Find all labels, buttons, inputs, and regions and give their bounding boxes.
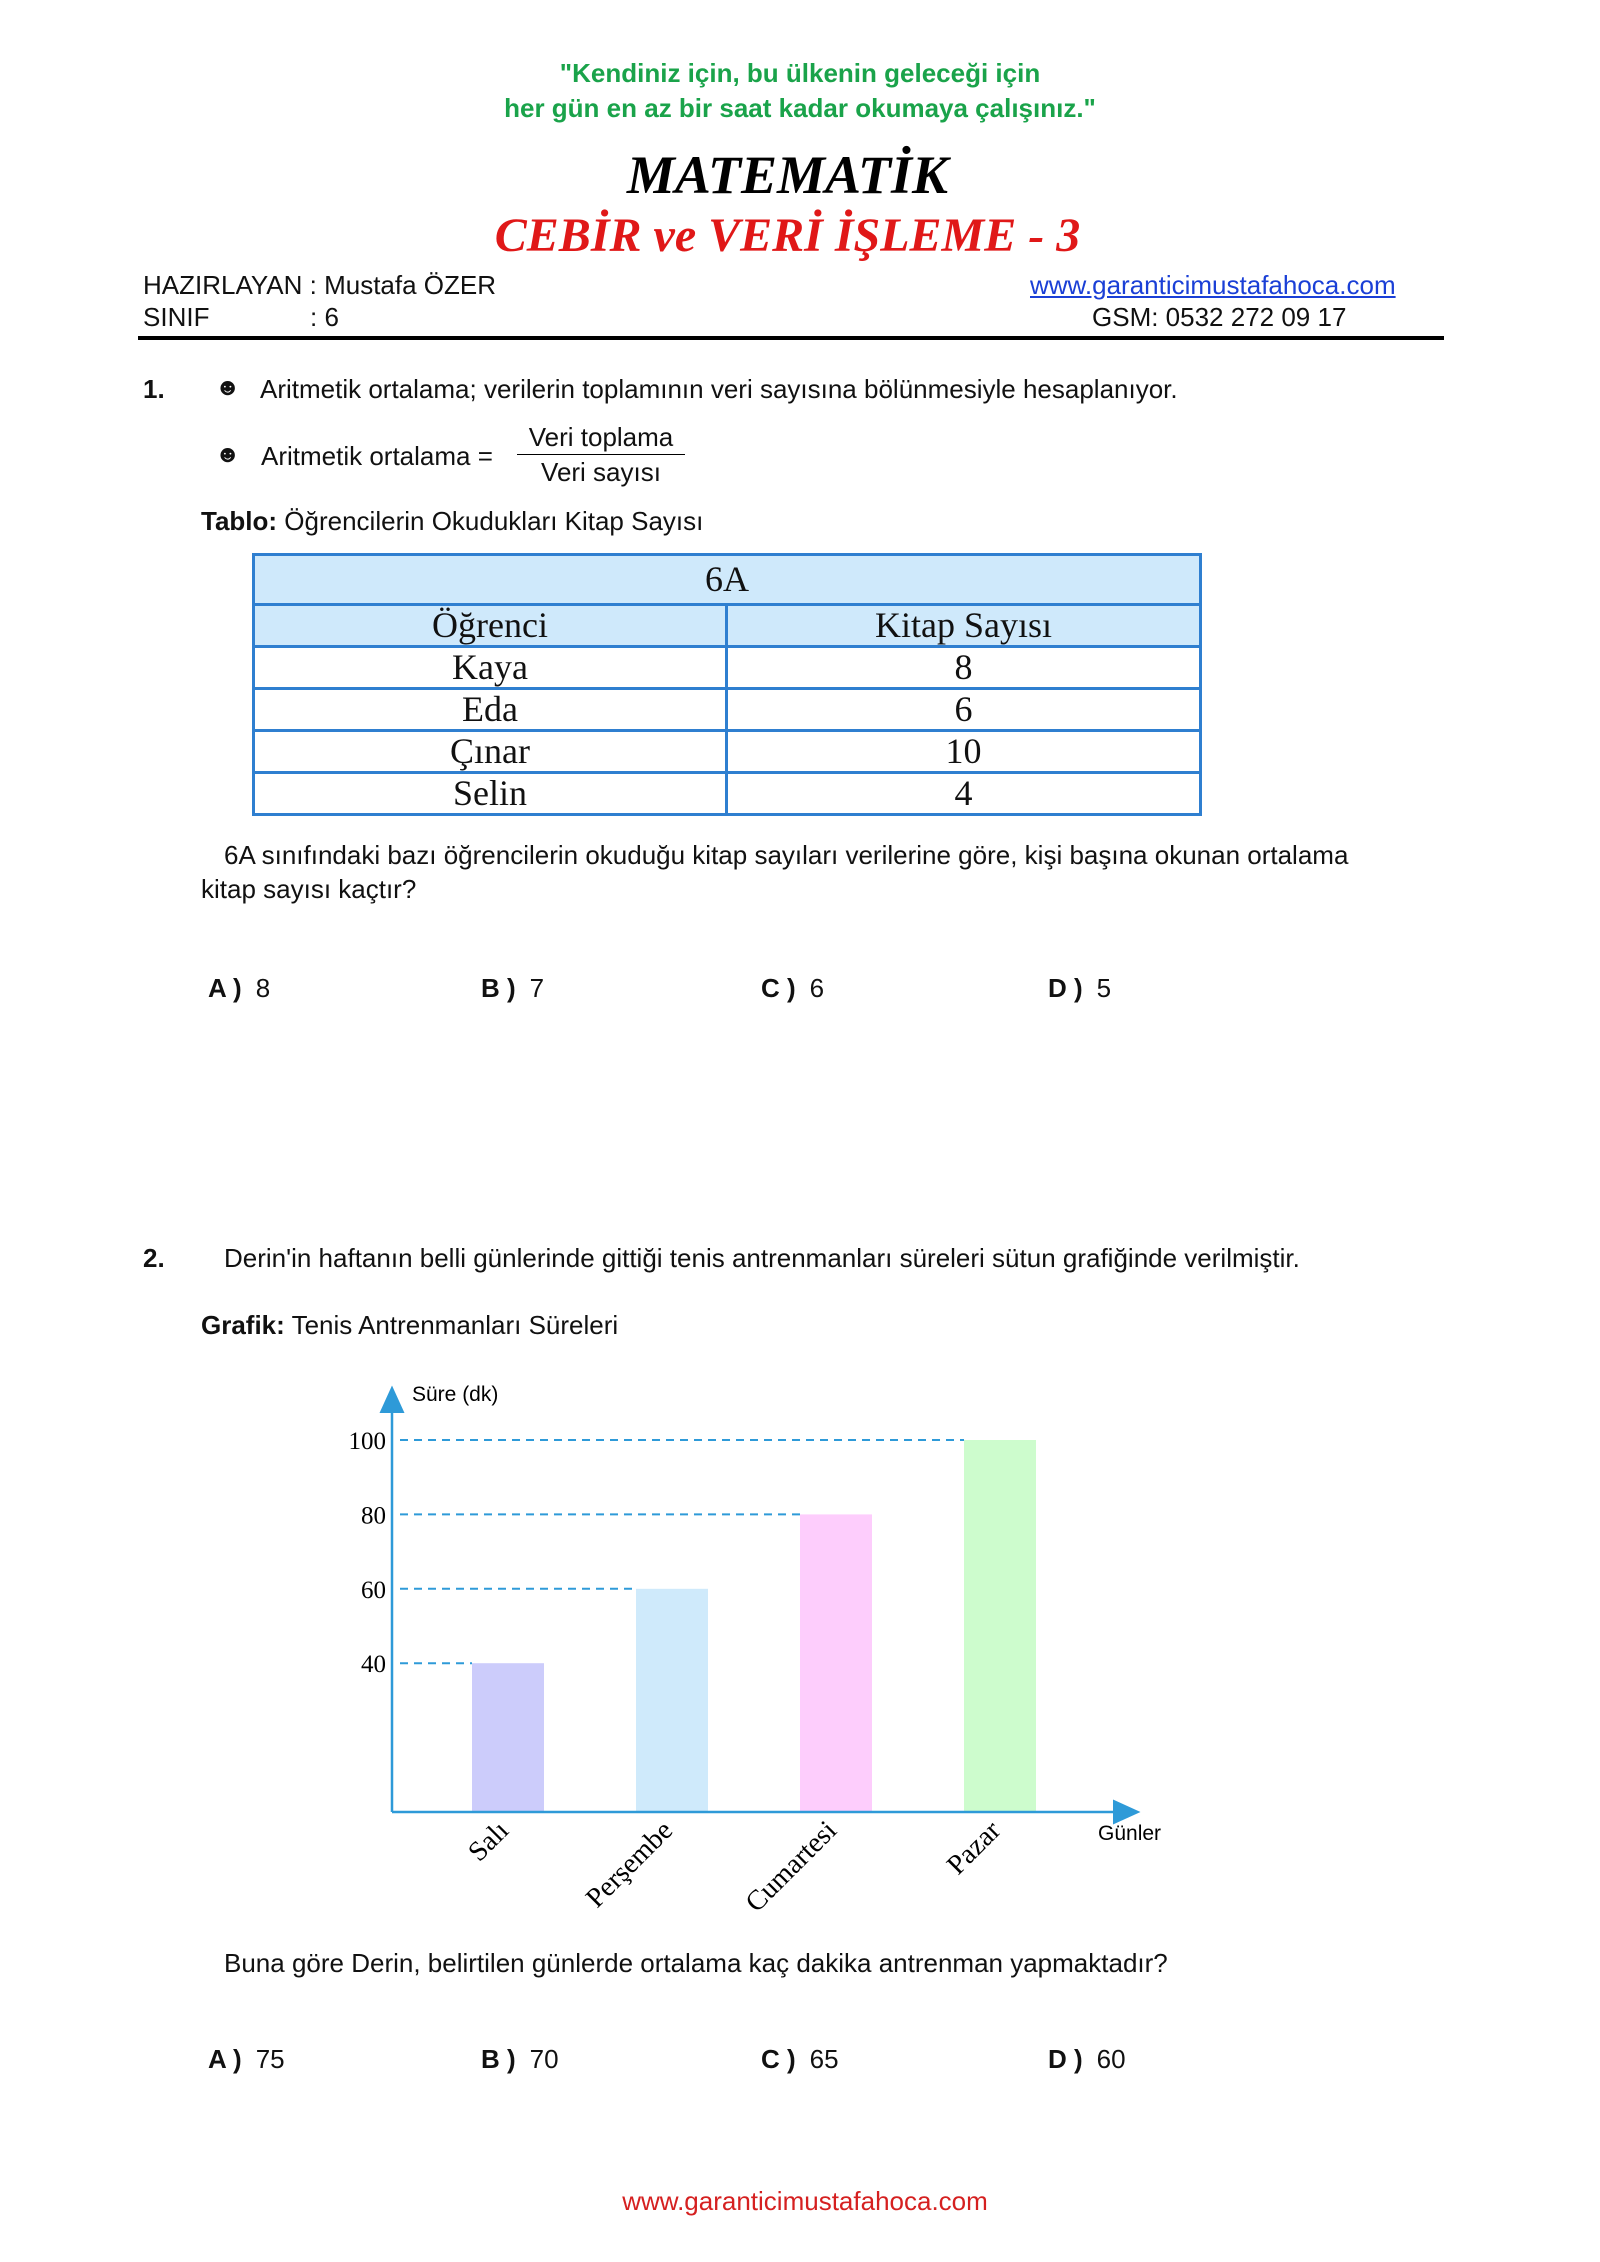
student-name: Eda <box>254 689 727 731</box>
formula-numerator: Veri toplama <box>528 422 674 452</box>
class-label: SINIF <box>143 302 210 332</box>
gsm-number: GSM: 0532 272 09 17 <box>1092 302 1347 332</box>
option-value: 65 <box>809 2044 839 2074</box>
formula-denominator: Veri sayısı <box>541 457 661 487</box>
q2-option-b[interactable] <box>481 2044 559 2075</box>
y-tick-label: 100 <box>348 1428 386 1455</box>
q2-text: Derin'in haftanın belli günlerinde gittiği tenis antrenmanları süreleri sütun grafiğinde verilmiştir. <box>224 1243 1300 1273</box>
y-tick-label: 80 <box>361 1502 386 1530</box>
y-axis-label: Süre (dk) <box>412 1383 499 1406</box>
student-name: Selin <box>254 773 727 815</box>
formula-label: Aritmetik ortalama = <box>261 441 493 471</box>
option-value: 7 <box>529 973 545 1003</box>
header-website-link[interactable]: www.garanticimustafahoca.com <box>1030 270 1396 300</box>
q2-question: Buna göre Derin, belirtilen günlerde ortalama kaç dakika antrenman yapmaktadır? <box>224 1948 1168 1978</box>
book-count: 4 <box>727 773 1201 815</box>
table-title: 6A <box>254 555 1201 605</box>
q1-question-line-1: 6A sınıfındaki bazı öğrencilerin okuduğu kitap sayıları verilerine göre, kişi başına okunan ortalama <box>224 840 1349 870</box>
option-letter: B ) <box>481 973 516 1003</box>
book-count: 6 <box>727 689 1201 731</box>
bar-salı <box>472 1663 544 1812</box>
question-2-number: 2. <box>143 1243 165 1273</box>
option-value: 5 <box>1096 973 1112 1003</box>
option-value: 6 <box>809 973 825 1003</box>
book-count: 8 <box>727 647 1201 689</box>
question-1-number: 1. <box>143 374 165 404</box>
option-value: 70 <box>529 2044 559 2074</box>
bar-pazar <box>964 1440 1036 1812</box>
graph-caption-label: Grafik: <box>201 1310 285 1340</box>
y-tick-label: 40 <box>361 1651 386 1679</box>
option-letter: D ) <box>1048 2044 1083 2074</box>
bar-perşembe <box>636 1589 708 1812</box>
smiley-bullet-icon: ☻ <box>215 441 241 468</box>
page-title: MATEMATİK <box>626 145 949 205</box>
smiley-bullet-icon: ☻ <box>215 374 241 401</box>
q1-question-line-2: kitap sayısı kaçtır? <box>201 874 417 904</box>
option-letter: A ) <box>208 2044 242 2074</box>
option-letter: C ) <box>761 2044 796 2074</box>
y-tick-label: 60 <box>361 1576 386 1604</box>
q2-option-d[interactable] <box>1048 2044 1126 2075</box>
x-tick-label: Salı <box>462 1815 515 1868</box>
q2-option-c[interactable] <box>761 2044 839 2075</box>
student-name: Kaya <box>254 647 727 689</box>
option-value: 75 <box>255 2044 285 2074</box>
column-header-student: Öğrenci <box>254 605 727 647</box>
motto-line-1: "Kendiniz için, bu ülkenin geleceği için <box>559 58 1041 88</box>
option-value: 60 <box>1096 2044 1126 2074</box>
bar-cumartesi <box>800 1514 872 1812</box>
option-letter: C ) <box>761 973 796 1003</box>
table-caption-label: Tablo: <box>201 506 278 536</box>
x-axis-label: Günler <box>1098 1822 1162 1845</box>
motto-line-2: her gün en az bir saat kadar okumaya çalışınız." <box>504 93 1096 123</box>
q1-definition: Aritmetik ortalama; verilerin toplamının veri sayısına bölünmesiyle hesaplanıyor. <box>260 374 1178 404</box>
option-letter: B ) <box>481 2044 516 2074</box>
x-tick-label: Pazar <box>941 1815 1007 1881</box>
q2-option-a[interactable] <box>208 2044 285 2075</box>
class-value: : 6 <box>310 302 339 332</box>
student-name: Çınar <box>254 731 727 773</box>
book-count: 10 <box>727 731 1201 773</box>
x-tick-label: Perşembe <box>580 1815 679 1914</box>
page-subtitle: CEBİR ve VERİ İŞLEME - 3 <box>494 209 1081 262</box>
option-letter: D ) <box>1048 973 1083 1003</box>
graph-caption-text: Tenis Antrenmanları Süreleri <box>291 1310 619 1340</box>
table-caption-text: Öğrencilerin Okudukları Kitap Sayısı <box>284 506 704 536</box>
prepared-by: HAZIRLAYAN : Mustafa ÖZER <box>143 270 497 300</box>
option-letter: A ) <box>208 973 242 1003</box>
x-tick-label: Cumartesi <box>739 1815 843 1919</box>
column-header-book-count: Kitap Sayısı <box>727 605 1201 647</box>
footer-website-link[interactable]: www.garanticimustafahoca.com <box>622 2186 988 2216</box>
option-value: 8 <box>255 973 271 1003</box>
